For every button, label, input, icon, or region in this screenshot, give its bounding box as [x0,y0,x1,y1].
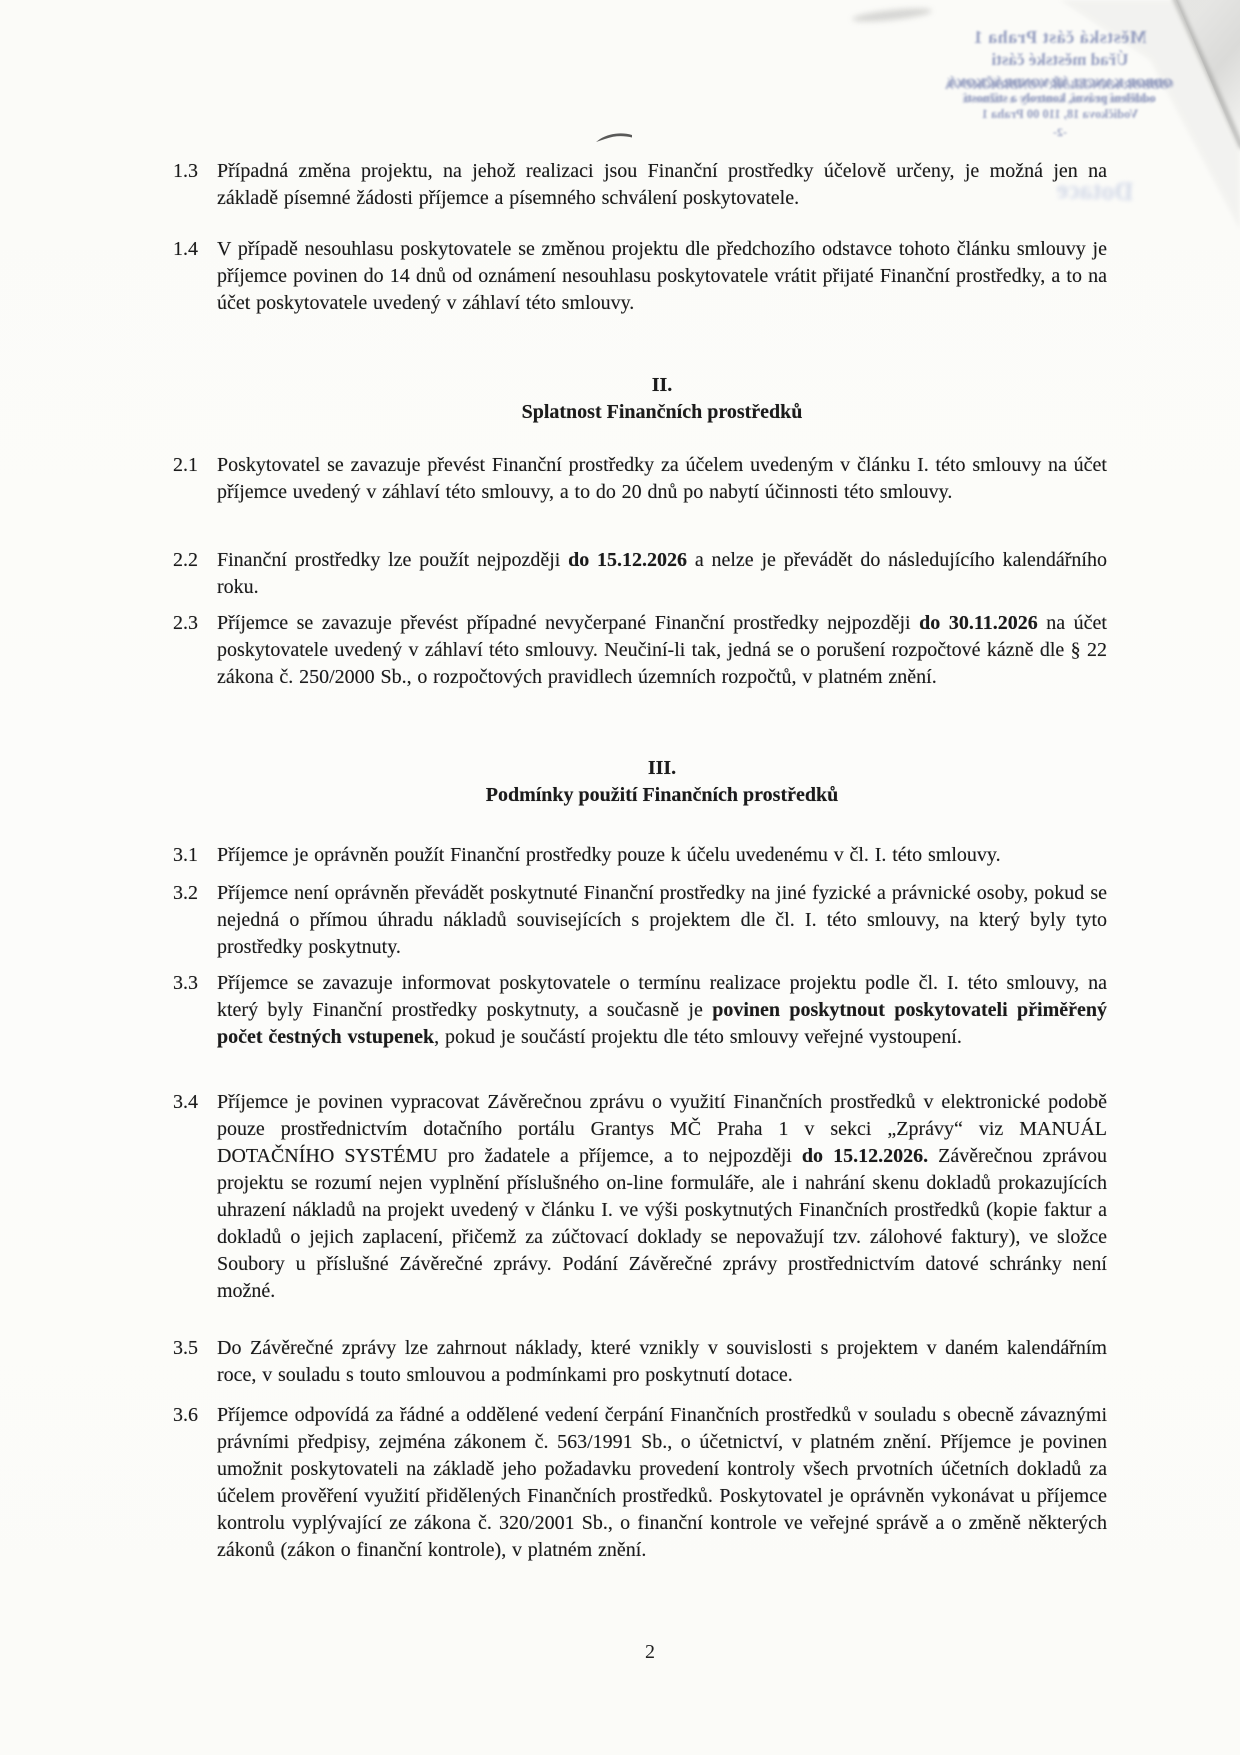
clause-1-3 [173,158,1107,212]
clause-3-6 [173,1402,1107,1564]
article-heading-II [217,372,1107,426]
clause-3-3 [173,970,1107,1051]
clause-text-run: Poskytovatel se zavazuje převést Finanční prostředky za účelem uvedeným v článku I. této smlouvy na účet příjemce uvedený v záhlaví této smlouvy, a to do 20 dnů po nabytí účinnosti této smlouvy. [217,454,1107,503]
clause-3-5 [173,1335,1107,1389]
clause-text-run: Příjemce se zavazuje informovat poskytovatele o termínu realizace projektu podle čl. I. této smlouvy, na který byly Finanční prostředky poskytnuty, a současně je [217,972,1107,1021]
clause-text-run: Příjemce je oprávněn použít Finanční prostředky pouze k účelu uvedenému v čl. I. této smlouvy. [217,844,1001,866]
clause-text-run: do 15.12.2026. [801,1145,929,1167]
pen-mark-icon [596,130,634,146]
clause-number: 2.3 [173,612,198,634]
clause-3-1 [173,842,1107,869]
article-title: Podmínky použití Finančních prostředků [485,784,839,806]
clause-text-run: Příjemce je povinen vypracovat Závěrečnou zprávu o využití Finančních prostředků v elektronické podobě pouze prostřednictvím dotačního portálu Grantys MČ Praha 1 v sekci „Zprávy“ viz MANUÁL DOTAČNÍHO SYSTÉMU pro žadatele a příjemce, a to nejpozději [217,1091,1107,1167]
stamp-line: Městská část Praha 1 [973,27,1147,47]
clause-number: 3.4 [173,1091,198,1113]
clause-3-2 [173,880,1107,961]
clause-2-3 [173,610,1107,691]
article-heading-III [217,755,1107,809]
ghost-bleedthrough-text: Dotace [1056,174,1134,207]
clause-text-run: do 15.12.2026 [568,549,688,571]
clause-number: 3.5 [173,1337,198,1359]
clause-text-run: Závěrečnou zprávou projektu se rozumí nejen vyplnění příslušného on-line formuláře, ale i nahrání skenu dokladů prokazujících uhrazení nákladů na projekt uvedený v článku I. ve výši poskytnutých Finančních prostředků (kopie faktur a dokladů o jejich zaplacení, přičemž za zúčtovací doklady se nepovažují tzv. zálohové faktury), ve složce Soubory u příslušné Závěrečné zprávy. Podání Závěrečné zprávy prostřednictvím datové schránky není možné. [217,1145,1107,1302]
bleedthrough-stamp [920,26,1200,140]
clause-1-4 [173,236,1107,317]
article-title: Splatnost Finančních prostředků [521,401,803,423]
clause-text-run: do 30.11.2026 [919,612,1038,634]
clause-text-run: , pokud je součástí projektu dle této smlouvy veřejné vystoupení. [434,1026,962,1048]
clause-text-run: povinen poskytnout poskytovateli přiměřený počet čestných vstupenek [217,999,1108,1048]
clause-number: 1.4 [173,238,198,260]
clause-number: 3.2 [173,882,198,904]
clause-number: 3.6 [173,1404,198,1426]
article-number: II. [651,374,673,396]
clause-number: 2.2 [173,549,198,571]
clause-number: 2.1 [173,454,198,476]
clause-2-1 [173,452,1107,506]
clause-number: 3.1 [173,844,198,866]
clause-3-4 [173,1089,1107,1305]
clause-text-run: na účet poskytovatele uvedený v záhlaví této smlouvy. Neučiní-li tak, jedná se o porušení rozpočtové kázně dle § 22 zákona č. 250/2000 Sb., o rozpočtových pravidlech územních rozpočtů, v platném znění. [217,612,1107,688]
scan-smudge [852,6,933,24]
clause-text-run: V případě nesouhlasu poskytovatele se změnou projektu dle předchozího odstavce tohoto článku smlouvy je příjemce povinen do 14 dnů od oznámení nesouhlasu poskytovatele vrátit přijaté Finanční prostředky, a to na účet poskytovatele uvedený v záhlaví této smlouvy. [217,238,1107,314]
article-number: III. [647,757,677,779]
stamp-line: -2- [1053,124,1067,139]
stamp-line: oddělení právní, kontroly a stížností [964,91,1156,106]
page-number: 2 [645,1641,655,1663]
clause-text-run: Finanční prostředky lze použít nejpozději [217,549,569,571]
clause-text-run: a nelze je převádět do následujícího kalendářního roku. [217,549,1107,598]
stamp-line: Úřad městské části [991,49,1129,69]
clause-text-run: Příjemce není oprávněn převádět poskytnuté Finanční prostředky na jiné fyzické a právnické osoby, pokud se nejedná o přímou úhradu nákladů souvisejících s projektem dle čl. I. této smlouvy, na který byly tyto prostředky poskytnuty. [217,882,1107,958]
clause-text-run: Do Závěrečné zprávy lze zahrnout náklady, které vznikly v souvislosti s projektem v daném kalendářním roce, v souladu s touto smlouvou a podmínkami pro poskytnutí dotace. [217,1337,1107,1386]
stamp-line: ODBOR KANCELÁŘ VONDRÁČKOVÁ [947,75,1173,90]
clause-2-2 [173,547,1107,601]
clause-number: 3.3 [173,972,198,994]
stamp-line: Vodičkova 18, 110 00 Praha 1 [981,107,1139,121]
clause-text-run: Příjemce odpovídá za řádné a oddělené vedení čerpání Finančních prostředků v souladu s obecně závaznými právními předpisy, zejména zákonem č. 563/1991 Sb., o účetnictví, v platném znění. Příjemce je povinen umožnit poskytovateli na základě jeho požadavku provedení kontroly všech prvotních účetních dokladů za účelem prověření využití přidělených Finančních prostředků. Poskytovatel je oprávněn vykonávat u příjemce kontrolu vyplývající ze zákona č. 320/2001 Sb., o finanční kontrole ve veřejné správě a o změně některých zákonů (zákon o finanční kontrole), v platném znění. [217,1404,1107,1561]
clause-text-run: Příjemce se zavazuje převést případné nevyčerpané Finanční prostředky nejpozději [217,612,920,634]
clause-text-run: Případná změna projektu, na jehož realizaci jsou Finanční prostředky účelově určeny, je možná jen na základě písemné žádosti příjemce a písemného schválení poskytovatele. [217,160,1107,209]
clause-number: 1.3 [173,160,198,182]
